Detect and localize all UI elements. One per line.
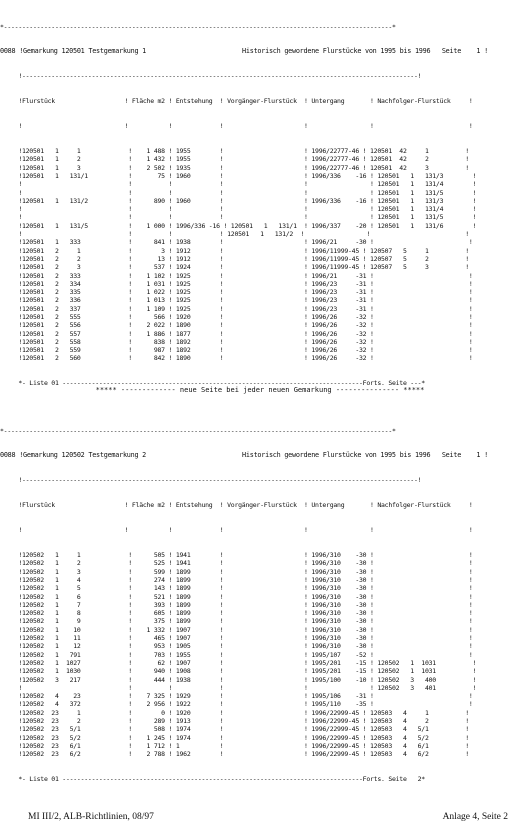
table-row: !120502 3 217 ! 444 ! 1938 ! ! 1995/100 -10 ! 120502 3 400 ! bbox=[0, 675, 477, 684]
table-row: !120501 2 559 ! 987 ! 1892 ! ! 1996/26 -32 ! ! bbox=[0, 346, 473, 355]
table-row: !120502 23 6/1 ! 1 712 ! 1 ! ! 1996/22999-45 ! 120503 4 6/1 ! bbox=[0, 741, 469, 750]
table-row: !120502 23 1 ! 0 ! 1920 ! ! 1996/22999-45 ! 120503 4 1 ! bbox=[0, 708, 469, 717]
list-footer: *- Liste 01 ----------------------------------------------------------------------------------Forts. Seite 2* bbox=[0, 775, 425, 784]
table-row: ! ! ! ! ! ! 120501 1 131/4 ! bbox=[0, 205, 477, 214]
table-row: !120501 1 131/1 ! 75 ! 1960 ! ! 1996/336 -16 ! 120501 1 131/3 ! bbox=[0, 171, 477, 180]
listing-gemarkung-120501 bbox=[0, 6, 520, 404]
table-row: !120501 2 334 ! 1 031 ! 1925 ! ! 1996/23 -31 ! ! bbox=[0, 279, 473, 288]
table-row: ! ! ! ! ! ! 120501 1 131/5 ! bbox=[0, 188, 477, 197]
table-row: !120502 1 2 ! 525 ! 1941 ! ! 1996/310 -30 ! ! bbox=[0, 559, 473, 568]
listing-gemarkung-120502 bbox=[0, 410, 520, 800]
report-header: 0088 !Gemarkung 120501 Testgemarkung 1 Historisch gewordene Flurstücke von 1995 bis 1996 Seite 1 ! bbox=[0, 47, 488, 56]
column-headers: !Flurstück ! Fläche m2 ! Entstehung ! Vorgänger-Flurstück ! Untergang ! Nachfolger-Flurstück ! bbox=[0, 97, 473, 106]
report-header: 0088 !Gemarkung 120502 Testgemarkung 2 Historisch gewordene Flurstücke von 1995 bis 1996 Seite 1 ! bbox=[0, 451, 488, 460]
table-row: !120502 1 4 ! 274 ! 1899 ! ! 1996/310 -30 ! ! bbox=[0, 575, 473, 584]
table-row: !120501 2 336 ! 1 013 ! 1925 ! ! 1996/23 -31 ! ! bbox=[0, 296, 473, 305]
table-row: ! ! ! ! ! ! 120501 1 131/4 ! bbox=[0, 180, 477, 189]
table-row: !120502 1 9 ! 375 ! 1899 ! ! 1996/310 -30 ! ! bbox=[0, 617, 473, 626]
table-row: !120502 4 23 ! 7 325 ! 1929 ! ! 1995/106 -31 ! ! bbox=[0, 692, 473, 701]
table-row: !120502 1 10 ! 1 332 ! 1907 ! ! 1996/310 -30 ! ! bbox=[0, 625, 473, 634]
footer-left-text: MI III/2, ALB-Richtlinien, 08/97 bbox=[28, 812, 154, 822]
table-rows bbox=[0, 551, 520, 758]
table-row: !120501 2 337 ! 1 109 ! 1925 ! ! 1996/23 -31 ! ! bbox=[0, 304, 473, 313]
table-row: !120502 1 6 ! 521 ! 1899 ! ! 1996/310 -30 ! ! bbox=[0, 592, 473, 601]
table-row: !120501 2 333 ! 1 102 ! 1925 ! ! 1996/21 -31 ! ! bbox=[0, 271, 473, 280]
table-row: ! ! ! ! ! ! 120502 3 401 ! bbox=[0, 683, 477, 692]
table-row: !120502 23 6/2 ! 2 788 ! 1962 ! ! 1996/22999-45 ! 120503 4 6/2 ! bbox=[0, 750, 469, 759]
table-row: !120501 2 3 ! 537 ! 1924 ! ! 1996/11999-45 ! 120507 5 3 ! bbox=[0, 263, 469, 272]
table-row: !120502 23 5/1 ! 508 ! 1974 ! ! 1996/22999-45 ! 120503 4 5/1 ! bbox=[0, 725, 469, 734]
table-row: !120502 1 8 ! 605 ! 1899 ! ! 1996/310 -30 ! ! bbox=[0, 609, 473, 618]
table-rows bbox=[0, 147, 520, 363]
table-row: ! ! ! ! 120501 1 131/2 ! ! ! bbox=[0, 230, 469, 239]
table-row: !120502 1 11 ! 465 ! 1907 ! ! 1996/310 -30 ! ! bbox=[0, 634, 473, 643]
table-row: !120502 1 12 ! 953 ! 1905 ! ! 1996/310 -30 ! ! bbox=[0, 642, 473, 651]
table-row: !120502 4 372 ! 2 956 ! 1922 ! ! 1995/110 -35 ! ! bbox=[0, 700, 473, 709]
table-row: ! ! ! ! ! ! 120501 1 131/5 ! bbox=[0, 213, 477, 222]
column-headers: !Flurstück ! Fläche m2 ! Entstehung ! Vorgänger-Flurstück ! Untergang ! Nachfolger-Flurstück ! bbox=[0, 501, 473, 510]
table-row: !120502 1 7 ! 393 ! 1899 ! ! 1996/310 -30 ! ! bbox=[0, 600, 473, 609]
table-row: !120501 2 556 ! 2 022 ! 1890 ! ! 1996/26 -32 ! ! bbox=[0, 321, 473, 330]
rule-line: !------------------------------------------------------------------------------------------------------------! bbox=[0, 72, 422, 81]
page-separator-note: ***** ------------- neue Seite bei jeder neuen Gemarkung --------------- ***** bbox=[95, 386, 425, 394]
blank-row: ! ! ! ! ! ! ! bbox=[0, 526, 473, 535]
table-row: !120501 1 2 ! 1 432 ! 1955 ! ! 1996/22777-46 ! 120501 42 2 ! bbox=[0, 155, 469, 164]
table-row: !120501 2 560 ! 842 ! 1890 ! ! 1996/26 -32 ! ! bbox=[0, 354, 473, 363]
table-row: !120502 23 5/2 ! 1 245 ! 1974 ! ! 1996/22999-45 ! 120503 4 5/2 ! bbox=[0, 733, 469, 742]
table-row: !120502 1 1 ! 505 ! 1941 ! ! 1996/310 -30 ! ! bbox=[0, 551, 473, 560]
table-row: !120501 2 2 ! 13 ! 1912 ! ! 1996/11999-45 ! 120507 5 2 ! bbox=[0, 254, 469, 263]
footer-right-text: Anlage 4, Seite 2 bbox=[442, 812, 508, 822]
list-footer: *- Liste 01 ----------------------------------------------------------------------------------Forts. Seite ---* bbox=[0, 379, 425, 388]
table-row: !120501 2 1 ! 3 ! 1912 ! ! 1996/11999-45 ! 120507 5 1 ! bbox=[0, 246, 469, 255]
table-row: !120501 1 1 ! 1 488 ! 1955 ! ! 1996/22777-46 ! 120501 42 1 ! bbox=[0, 147, 469, 156]
table-row: !120502 1 791 ! 703 ! 1955 ! ! 1995/107 -52 ! ! bbox=[0, 650, 473, 659]
blank-row: ! ! ! ! ! ! ! bbox=[0, 122, 473, 131]
rule-top: *----------------------------------------------------------------------------------------------------------* bbox=[0, 426, 396, 435]
table-row: !120501 2 555 ! 566 ! 1920 ! ! 1996/26 -32 ! ! bbox=[0, 312, 473, 321]
table-row: !120502 23 2 ! 289 ! 1913 ! ! 1996/22999-45 ! 120503 4 2 ! bbox=[0, 716, 469, 725]
table-row: !120501 2 557 ! 1 886 ! 1877 ! ! 1996/26 -32 ! ! bbox=[0, 329, 473, 338]
table-row: !120501 1 3 ! 2 502 ! 1935 ! ! 1996/22777-46 ! 120501 42 3 ! bbox=[0, 163, 469, 172]
table-row: !120501 1 131/2 ! 890 ! 1960 ! ! 1996/336 -16 ! 120501 1 131/3 ! bbox=[0, 196, 477, 205]
table-row: !120502 1 3 ! 599 ! 1899 ! ! 1996/310 -30 ! ! bbox=[0, 567, 473, 576]
table-row: !120502 1 1027 ! 62 ! 1907 ! ! 1995/201 -15 ! 120502 1 1031 ! bbox=[0, 658, 477, 667]
table-row: !120502 1 5 ! 143 ! 1899 ! ! 1996/310 -30 ! ! bbox=[0, 584, 473, 593]
table-row: !120501 1 131/5 ! 1 000 ! 1996/336 -16 ! 120501 1 131/1 ! 1996/337 -20 ! 120501 1 131/6 ! bbox=[0, 221, 477, 230]
rule-top: *----------------------------------------------------------------------------------------------------------* bbox=[0, 22, 396, 31]
rule-line: !------------------------------------------------------------------------------------------------------------! bbox=[0, 476, 422, 485]
table-row: !120501 2 558 ! 838 ! 1892 ! ! 1996/26 -32 ! ! bbox=[0, 337, 473, 346]
table-row: !120501 1 333 ! 841 ! 1938 ! ! 1996/21 -30 ! ! bbox=[0, 238, 473, 247]
table-row: !120501 2 335 ! 1 022 ! 1925 ! ! 1996/23 -31 ! ! bbox=[0, 288, 473, 297]
table-row: !120502 1 1030 ! 940 ! 1908 ! ! 1995/201 -15 ! 120502 1 1031 ! bbox=[0, 667, 477, 676]
